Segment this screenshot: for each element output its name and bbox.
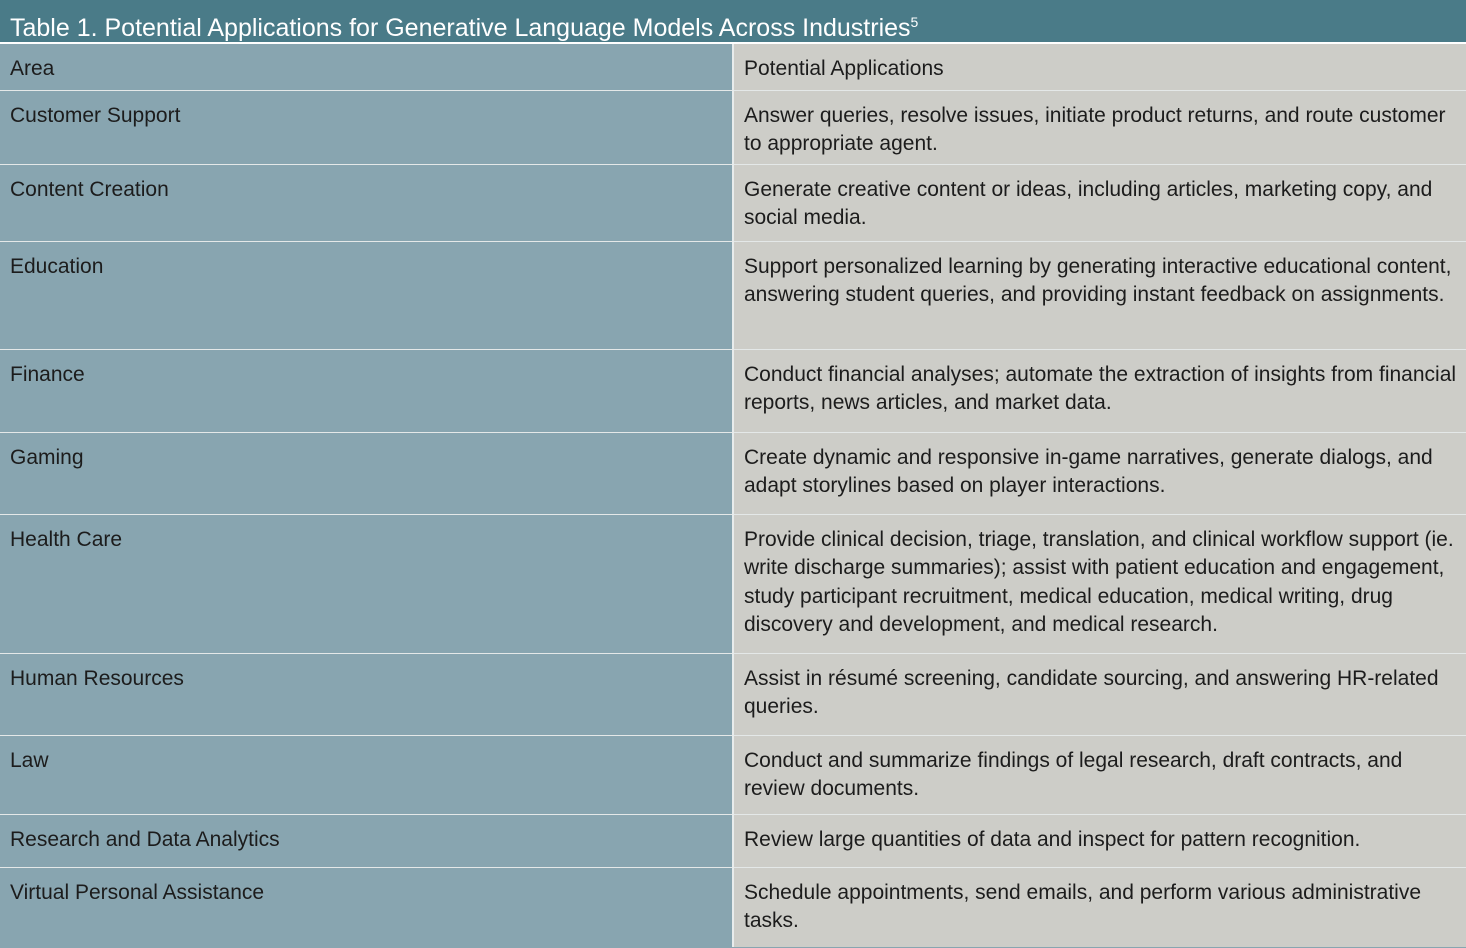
- table-row: [0, 241, 1466, 349]
- table-row: [0, 653, 1466, 735]
- table-row: [0, 349, 1466, 432]
- column-header-area: Area: [0, 44, 733, 90]
- area-cell: Content Creation: [0, 164, 733, 241]
- application-cell: Conduct and summarize findings of legal research, draft contracts, and review documents.: [733, 735, 1466, 814]
- area-cell: Research and Data Analytics: [0, 814, 733, 867]
- area-cell: Law: [0, 735, 733, 814]
- table-row: [0, 867, 1466, 947]
- area-cell: Health Care: [0, 514, 733, 653]
- table-title: [0, 0, 1466, 44]
- application-cell: Review large quantities of data and inspect for pattern recognition.: [733, 814, 1466, 867]
- table-row: [0, 432, 1466, 514]
- table-row: [0, 164, 1466, 241]
- area-cell: Finance: [0, 349, 733, 432]
- table-row: [0, 735, 1466, 814]
- applications-table: [0, 44, 1466, 947]
- application-cell: Provide clinical decision, triage, translation, and clinical workflow support (ie. write discharge summaries); assist with patient education and engagement, study participant recruitment, medical education, medical writing, drug discovery and development, and medical research.: [733, 514, 1466, 653]
- title-footnote-ref: 5: [910, 14, 919, 30]
- area-cell: Virtual Personal Assistance: [0, 867, 733, 947]
- application-cell: Generate creative content or ideas, including articles, marketing copy, and social media.: [733, 164, 1466, 241]
- table-row: [0, 514, 1466, 653]
- area-cell: Education: [0, 241, 733, 349]
- application-cell: Answer queries, resolve issues, initiate product returns, and route customer to appropriate agent.: [733, 90, 1466, 164]
- application-cell: Schedule appointments, send emails, and perform various administrative tasks.: [733, 867, 1466, 947]
- application-cell: Create dynamic and responsive in-game narratives, generate dialogs, and adapt storylines based on player interactions.: [733, 432, 1466, 514]
- area-cell: Human Resources: [0, 653, 733, 735]
- column-header-applications: Potential Applications: [733, 44, 1466, 90]
- table-header-row: [0, 44, 1466, 90]
- application-cell: Assist in résumé screening, candidate sourcing, and answering HR-related queries.: [733, 653, 1466, 735]
- area-cell: Customer Support: [0, 90, 733, 164]
- table-title-text: Table 1. Potential Applications for Generative Language Models Across Industries: [10, 14, 911, 42]
- application-cell: Conduct financial analyses; automate the extraction of insights from financial reports, news articles, and market data.: [733, 349, 1466, 432]
- application-cell: Support personalized learning by generating interactive educational content, answering student queries, and providing instant feedback on assignments.: [733, 241, 1466, 349]
- table-row: [0, 90, 1466, 164]
- table-row: [0, 814, 1466, 867]
- area-cell: Gaming: [0, 432, 733, 514]
